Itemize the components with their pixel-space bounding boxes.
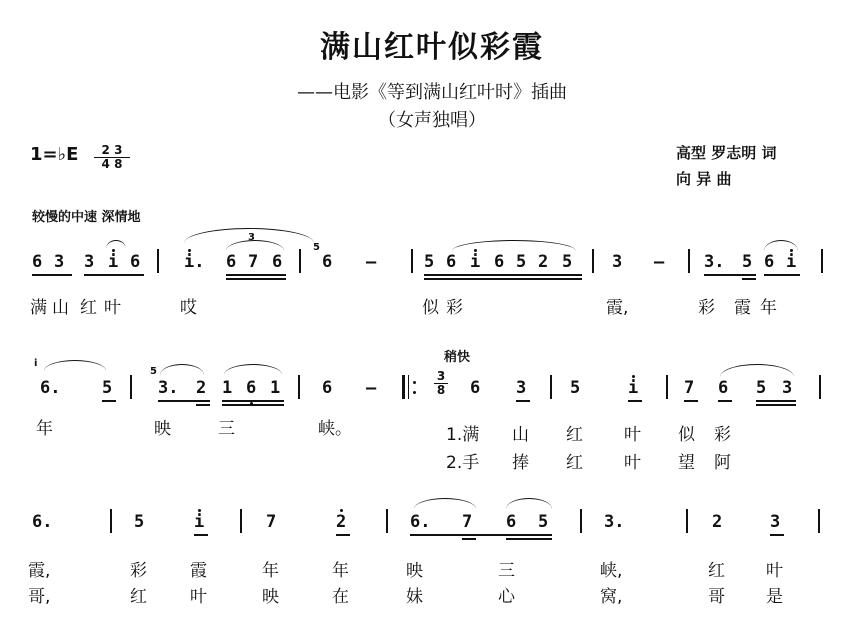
beam xyxy=(32,274,72,276)
note: 3. xyxy=(704,252,725,272)
bar-line xyxy=(386,509,388,533)
repeat-dot xyxy=(413,391,416,394)
time-signature-2-bottom: 8 xyxy=(436,383,446,397)
lyric-verse2: 红 xyxy=(130,587,147,607)
beam xyxy=(462,538,476,540)
note: 7 xyxy=(684,378,695,398)
lyric-verse1: 彩 xyxy=(714,425,731,445)
octave-dot xyxy=(474,249,477,252)
note: i xyxy=(786,252,797,272)
note: 5 xyxy=(102,378,113,398)
tempo-marking: 稍快 xyxy=(444,350,471,365)
lyric-verse1: 彩 xyxy=(130,561,147,581)
note: 5 xyxy=(424,252,435,272)
composer-credit: 向 异 曲 xyxy=(676,170,732,188)
lyric: 霞, xyxy=(606,298,629,318)
lyric-verse1: 映 xyxy=(406,561,423,581)
note: 6 xyxy=(322,252,333,272)
low-octave-dot xyxy=(250,402,253,405)
beam xyxy=(102,400,116,402)
lyric: 年 xyxy=(760,298,777,318)
lyric-verse2: 窝, xyxy=(600,587,623,607)
song-title: 满山红叶似彩霞 xyxy=(320,30,544,65)
octave-dot xyxy=(112,249,115,252)
beam xyxy=(424,278,582,280)
note: 7 xyxy=(248,252,259,272)
beam xyxy=(222,400,284,402)
slur xyxy=(452,240,576,251)
key-signature: 1=♭E xyxy=(30,144,79,165)
beam xyxy=(336,534,350,536)
lyric: 哎 xyxy=(180,298,197,318)
time-signature-top: 2 3 xyxy=(101,143,123,157)
time-signature-2 xyxy=(434,370,448,397)
lyric-verse2: 叶 xyxy=(624,453,641,473)
lyric: 红 xyxy=(80,298,97,318)
lyric-verse1: 似 xyxy=(678,425,695,445)
bar-line xyxy=(299,249,301,273)
lyric: 映 xyxy=(154,419,171,439)
bar-line xyxy=(580,509,582,533)
bar-line xyxy=(819,375,821,399)
lyric-verse2: 是 xyxy=(766,587,783,607)
beam xyxy=(222,404,284,406)
beam xyxy=(194,534,208,536)
time-signature-2-top: 3 xyxy=(436,369,446,383)
beam xyxy=(516,400,530,402)
lyric-verse2: 心 xyxy=(498,587,515,607)
lyric: 三 xyxy=(218,419,235,439)
lyric-verse2: 映 xyxy=(262,587,279,607)
slur xyxy=(160,364,204,375)
note: 6 xyxy=(764,252,775,272)
bar-line xyxy=(157,249,159,273)
bar-line xyxy=(240,509,242,533)
note: 6 xyxy=(226,252,237,272)
bar-line xyxy=(686,509,688,533)
note: 5 xyxy=(538,512,549,532)
lyric-verse1: 霞 xyxy=(190,561,207,581)
note: 2 xyxy=(712,512,723,532)
note: 6 xyxy=(470,378,481,398)
bar-line xyxy=(411,249,413,273)
octave-dot xyxy=(632,375,635,378)
bar-line xyxy=(818,509,820,533)
lyric: 满 xyxy=(30,298,47,318)
note: 2 xyxy=(196,378,207,398)
note: 2 xyxy=(336,512,347,532)
note: 5 xyxy=(134,512,145,532)
lyric: 彩 xyxy=(446,298,463,318)
lyric-verse2: 哥, xyxy=(28,587,51,607)
slur xyxy=(224,364,282,375)
note: 5 xyxy=(570,378,581,398)
bar-line xyxy=(821,249,823,273)
beam xyxy=(704,274,756,276)
beam xyxy=(226,278,286,280)
lyric-verse1: 山 xyxy=(512,425,529,445)
note: 1 xyxy=(222,378,233,398)
lyric-verse2: 望 xyxy=(678,453,695,473)
note: i xyxy=(470,252,481,272)
note: 6 xyxy=(718,378,729,398)
beam xyxy=(756,400,796,402)
lyric-verse2: 在 xyxy=(332,587,349,607)
note: 5 xyxy=(562,252,573,272)
slur xyxy=(414,498,476,509)
octave-dot xyxy=(198,509,201,512)
note: 3. xyxy=(158,378,179,398)
lyric-verse1: 叶 xyxy=(766,561,783,581)
note: 3 xyxy=(84,252,95,272)
slur xyxy=(506,498,552,509)
note: – xyxy=(366,252,377,272)
note: 6 xyxy=(446,252,457,272)
beam xyxy=(742,278,756,280)
lyric-verse1: 红 xyxy=(708,561,725,581)
beam xyxy=(718,400,732,402)
beam xyxy=(424,274,582,276)
grace-note: i xyxy=(34,358,38,369)
beam xyxy=(684,400,698,402)
lyric: 霞 xyxy=(734,298,751,318)
lyric: 山 xyxy=(52,298,69,318)
lyric-verse2: 阿 xyxy=(714,453,731,473)
note: 3 xyxy=(770,512,781,532)
lyric-verse1: 峡, xyxy=(600,561,623,581)
slur xyxy=(106,240,126,249)
lyric-verse2: 捧 xyxy=(512,453,529,473)
lyric: 彩 xyxy=(698,298,715,318)
note: i xyxy=(194,512,205,532)
repeat-dot xyxy=(413,381,416,384)
note: 7 xyxy=(266,512,277,532)
octave-dot xyxy=(790,249,793,252)
time-signature xyxy=(94,144,130,171)
grace-note: 5 xyxy=(150,366,157,377)
note: 5 xyxy=(742,252,753,272)
lyric-verse1: 叶 xyxy=(624,425,641,445)
note: 6 xyxy=(272,252,283,272)
note: – xyxy=(366,378,377,398)
note: 6. xyxy=(40,378,61,398)
note: 3 xyxy=(54,252,65,272)
note: 3 xyxy=(612,252,623,272)
note: 5 xyxy=(516,252,527,272)
note: 6 xyxy=(322,378,333,398)
note: i. xyxy=(184,252,205,272)
note: 6. xyxy=(32,512,53,532)
lyric: 似 xyxy=(422,298,439,318)
time-signature-bottom: 4 8 xyxy=(101,157,123,171)
octave-dot xyxy=(188,249,191,252)
voice-type: （女声独唱） xyxy=(378,110,486,131)
note: 5 xyxy=(756,378,767,398)
beam xyxy=(770,534,784,536)
note: i xyxy=(108,252,119,272)
lyric-verse2: 叶 xyxy=(190,587,207,607)
repeat-start-thick xyxy=(402,375,405,399)
lyricist-credit: 高型 罗志明 词 xyxy=(676,144,777,162)
tempo-marking: 较慢的中速 深情地 xyxy=(32,210,141,225)
beam xyxy=(628,400,642,402)
lyric: 年 xyxy=(36,419,53,439)
lyric-verse1: 霞, xyxy=(28,561,51,581)
beam xyxy=(506,538,552,540)
bar-line xyxy=(298,375,300,399)
bar-line xyxy=(130,375,132,399)
note: 1 xyxy=(270,378,281,398)
lyric: 峡。 xyxy=(318,419,352,439)
note: 2 xyxy=(538,252,549,272)
note: 3. xyxy=(604,512,625,532)
lyric-verse1: 1.满 xyxy=(446,425,480,445)
note: 3 xyxy=(516,378,527,398)
bar-line xyxy=(688,249,690,273)
note: – xyxy=(654,252,665,272)
lyric-verse2: 妹 xyxy=(406,587,423,607)
beam xyxy=(410,534,552,536)
beam xyxy=(196,404,210,406)
lyric-verse1: 年 xyxy=(332,561,349,581)
slur xyxy=(720,364,794,377)
bar-line xyxy=(666,375,668,399)
note: 6. xyxy=(410,512,431,532)
beam xyxy=(158,400,210,402)
bar-line xyxy=(592,249,594,273)
repeat-start-thin xyxy=(408,375,409,399)
lyric-verse1: 年 xyxy=(262,561,279,581)
beam xyxy=(756,404,796,406)
grace-note: 5 xyxy=(313,242,320,253)
triplet-mark: 3 xyxy=(248,232,255,243)
beam xyxy=(226,274,286,276)
song-subtitle: ——电影《等到满山红叶时》插曲 xyxy=(297,82,567,103)
lyric-verse2: 红 xyxy=(566,453,583,473)
beam xyxy=(764,274,800,276)
note: 3 xyxy=(782,378,793,398)
bar-line xyxy=(550,375,552,399)
bar-line xyxy=(110,509,112,533)
note: 6 xyxy=(130,252,141,272)
lyric: 叶 xyxy=(104,298,121,318)
lyric-verse1: 红 xyxy=(566,425,583,445)
note: 6 xyxy=(494,252,505,272)
note: 7 xyxy=(462,512,473,532)
note: 6 xyxy=(506,512,517,532)
note: i xyxy=(628,378,639,398)
note: 6 xyxy=(32,252,43,272)
note: 6 xyxy=(246,378,257,398)
beam xyxy=(84,274,144,276)
lyric-verse1: 三 xyxy=(498,561,515,581)
slur xyxy=(44,360,106,371)
octave-dot xyxy=(340,509,343,512)
lyric-verse2: 哥 xyxy=(708,587,725,607)
lyric-verse2: 2.手 xyxy=(446,453,480,473)
